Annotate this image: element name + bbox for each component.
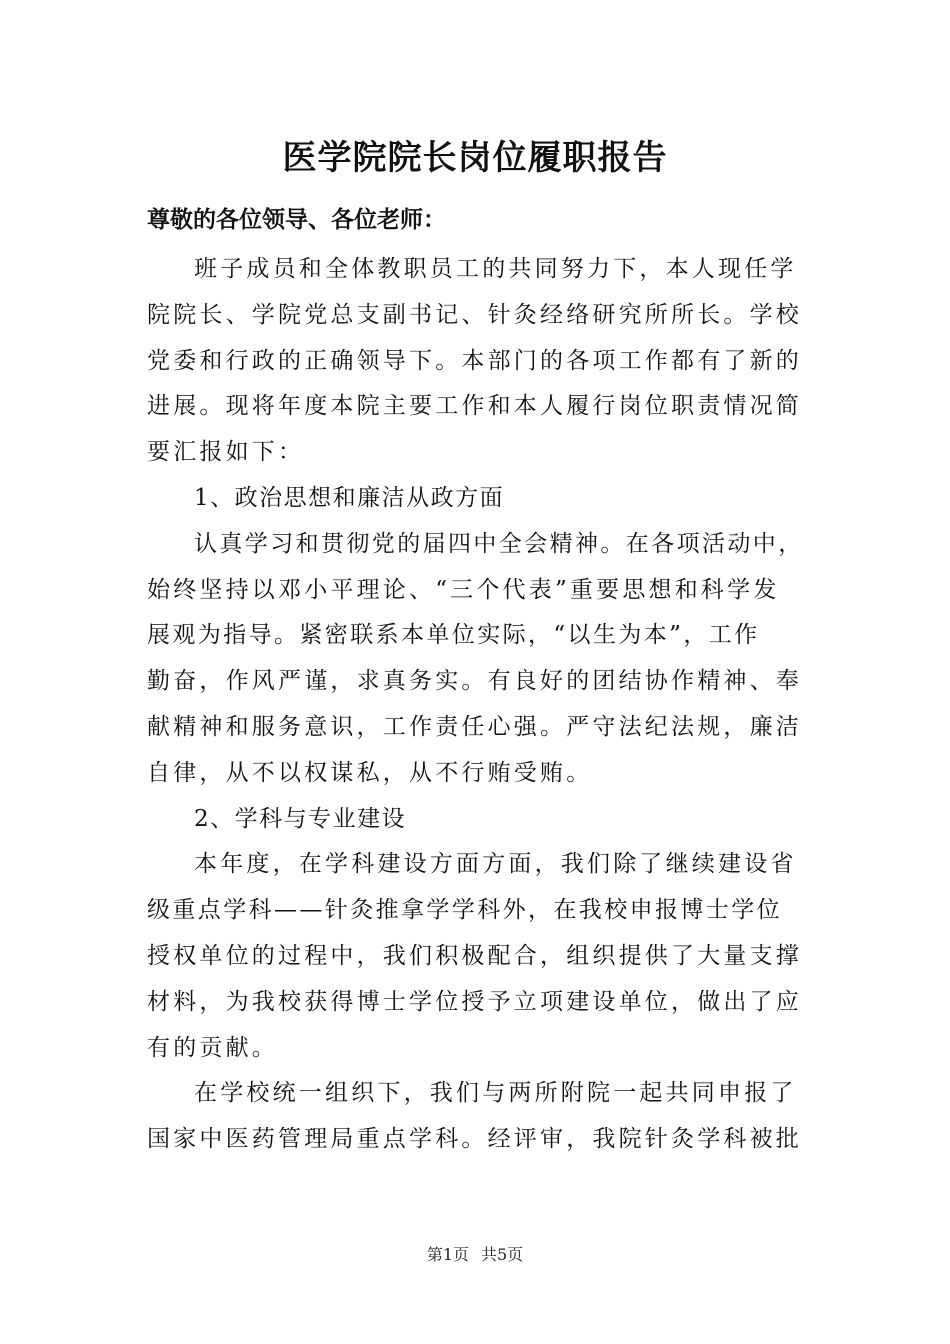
paragraph-line: 国家中医药管理局重点学科。经评审，我院针灸学科被批 <box>147 1126 802 1153</box>
paragraph-line: 班子成员和全体教职员工的共同努力下，本人现任学 <box>194 256 797 282</box>
document-body <box>147 247 807 1163</box>
paragraph-line: 认真学习和贯彻党的届四中全会精神。在各项活动中， <box>194 530 804 557</box>
page-footer <box>0 1243 950 1267</box>
section-heading: 1、政治思想和廉洁从政方面 <box>194 484 505 511</box>
document-title: 医学院院长岗位履职报告 <box>282 138 668 178</box>
paragraph-line: 本年度，在学科建设方面方面，我们除了继续建设省 <box>194 851 797 878</box>
section-heading: 2、学科与专业建设 <box>194 805 407 832</box>
paragraph-line: 有的贡献。 <box>147 1034 278 1061</box>
salutation: 尊敬的各位领导、各位老师： <box>147 206 446 233</box>
paragraph-line: 材料，为我校获得博士学位授予立项建设单位，做出了应 <box>147 988 802 1015</box>
paragraph-line: 献精神和服务意识，工作责任心强。严守法纪法规，廉洁 <box>147 713 802 740</box>
paragraph-line: 授权单位的过程中，我们积极配合，组织提供了大量支撑 <box>147 942 802 969</box>
paragraph-line: 级重点学科——针灸推拿学学科外，在我校申报博士学位 <box>147 897 782 924</box>
paragraph-line: 展观为指导。紧密联系本单位实际，“以生为本”，工作 <box>147 622 760 649</box>
paragraph-line: 院院长、学院党总支副书记、针灸经络研究所所长。学校 <box>147 301 802 328</box>
page-number: 第1页 <box>426 1245 469 1264</box>
paragraph-line: 自律，从不以权谋私，从不行贿受贿。 <box>147 759 593 786</box>
paragraph-line: 始终坚持以邓小平理论、“三个代表”重要思想和科学发 <box>147 576 780 603</box>
paragraph-line: 在学校统一组织下，我们与两所附院一起共同申报了 <box>194 1080 797 1107</box>
paragraph-line: 进展。现将年度本院主要工作和本人履行岗位职责情况简 <box>147 393 802 420</box>
page-total: 共5页 <box>481 1245 524 1264</box>
paragraph-line: 党委和行政的正确领导下。本部门的各项工作都有了新的 <box>147 347 802 374</box>
paragraph-line: 勤奋，作风严谨，求真务实。有良好的团结协作精神、奉 <box>147 668 802 695</box>
paragraph-line: 要汇报如下： <box>147 439 305 466</box>
